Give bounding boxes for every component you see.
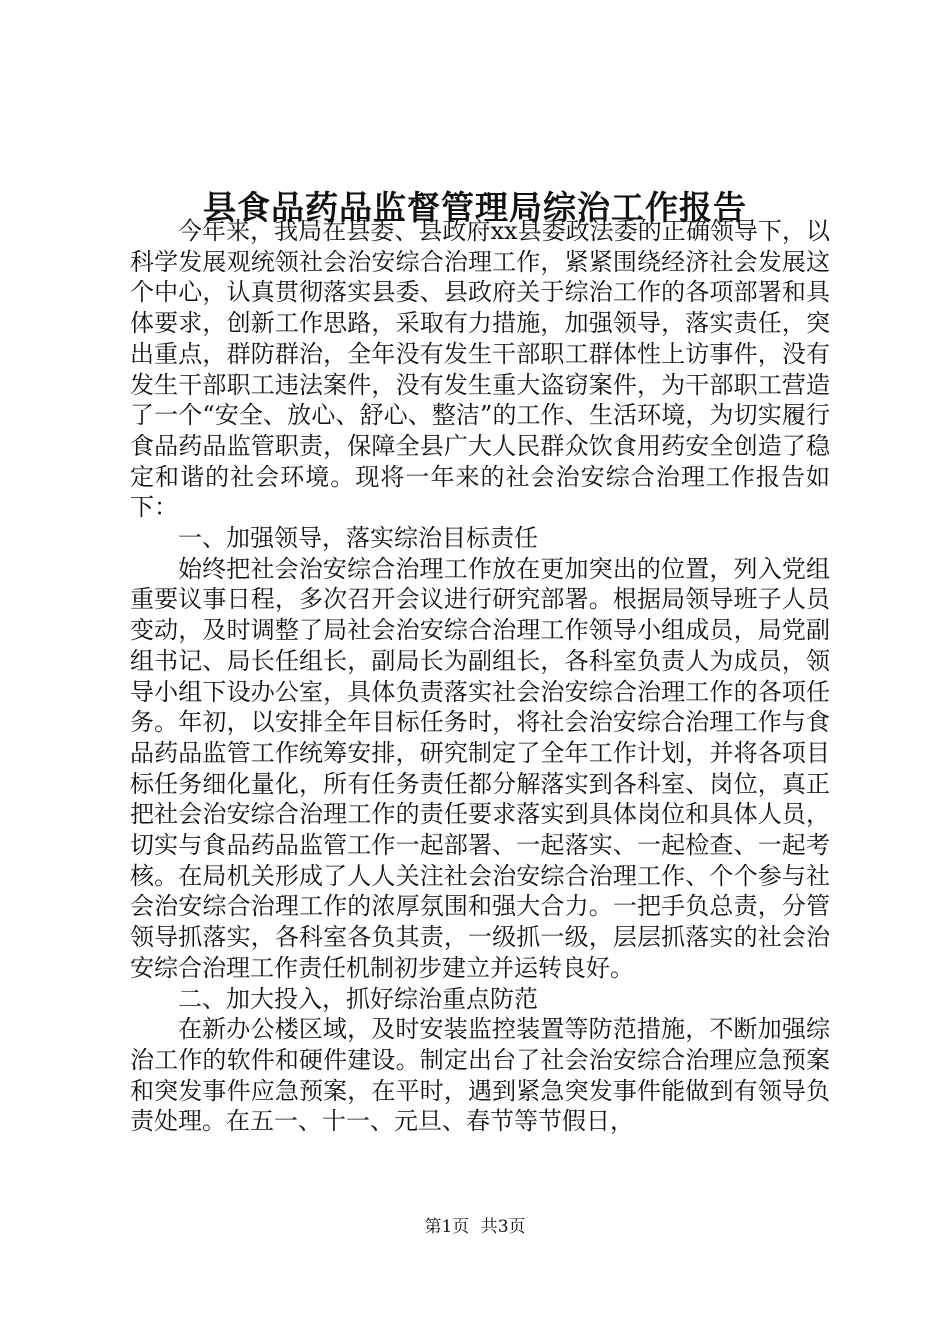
page-total: 共3页 <box>480 1217 526 1237</box>
section-heading-2: 二、加大投入，抓好综治重点防范 <box>178 984 538 1013</box>
paragraph-section-1: 始终把社会治安综合治理工作放在更加突出的位置，列入党组重要议事日程，多次召开会议进行研究部署。根据局领导班子人员变动，及时调整了局社会治安综合治理工作领导小组成员，局党副组书记、局长任组长，副局长为副组长，各科室负责人为成员，领导小组下设办公室，具体负责落实社会治安综合治理工作的各项任务。年初，以安排全年目标任务时，将社会治安综合治理工作与食品药品监管工作统筹安排，研究制定了全年工作计划，并将各项目标任务细化量化，所有任务责任都分解落实到各科室、岗位，真正把社会治安综合治理工作的责任要求落实到具体岗位和具体人员，切实与食品药品监管工作一起部署、一起落实、一起检查、一起考核。在局机关形成了人人关注社会治安综合治理工作、个个参与社会治安综合治理工作的浓厚氛围和强大合力。一把手负总责，分管领导抓落实，各科室各负其责，一级抓一级，层层抓落实的社会治安综合治理工作责任机制初步建立并运转良好。 <box>130 554 830 982</box>
paragraph-intro: 今年来，我局在县委、县政府xx县委政法委的正确领导下，以科学发展观统领社会治安综合治理工作，紧紧围绕经济社会发展这个中心，认真贯彻落实县委、县政府关于综治工作的各项部署和具体要求，创新工作思路，采取有力措施，加强领导，落实责任，突出重点，群防群治，全年没有发生干部职工群体性上访事件，没有发生干部职工违法案件，没有发生重大盗窃案件，为干部职工营造了一个“安全、放心、舒心、整洁”的工作、生活环境，为切实履行食品药品监管职责，保障全县广大人民群众饮食用药安全创造了稳定和谐的社会环境。现将一年来的社会治安综合治理工作报告如下： <box>130 217 830 522</box>
section-heading-1: 一、加强领导，落实综治目标责任 <box>178 524 538 553</box>
document-body <box>130 216 830 1137</box>
paragraph-section-2: 在新办公楼区域，及时安装监控装置等防范措施，不断加强综治工作的软件和硬件建设。制定出台了社会治安综合治理应急预案和突发事件应急预案，在平时，遇到紧急突发事件能做到有领导负责处理。在五一、十一、元旦、春节等节假日， <box>130 1015 830 1136</box>
document-title: 县食品药品监督管理局综治工作报告 <box>203 188 747 227</box>
page-footer <box>0 1215 950 1239</box>
page-number: 第1页 <box>424 1217 470 1237</box>
